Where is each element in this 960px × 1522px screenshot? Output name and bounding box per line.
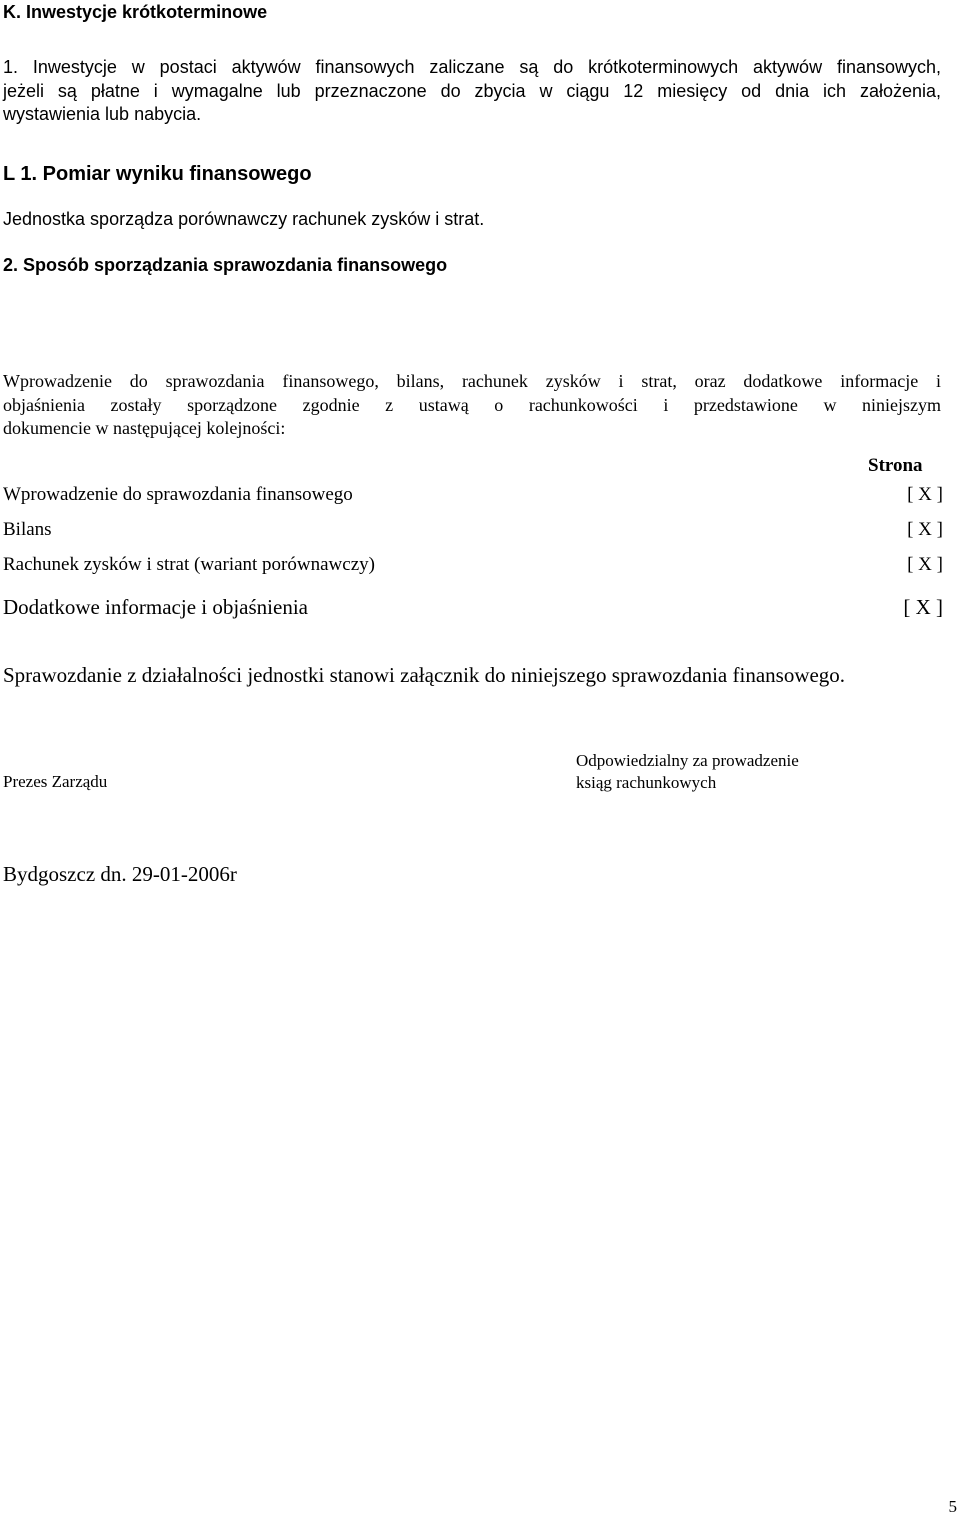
paragraph-line: wystawienia lub nabycia. <box>3 104 202 124</box>
paragraph-line: objaśnienia zostały sporządzone zgodnie z ustawą o rachunkowości i przedstawione w niniejszym <box>3 394 941 415</box>
toc-row-label: Dodatkowe informacje i objaśnienia <box>3 595 308 619</box>
toc-row-label: Bilans <box>3 519 52 540</box>
board-president-signature-label: Prezes Zarządu <box>3 772 108 791</box>
bookkeeper-signature-line: ksiąg rachunkowych <box>576 773 717 792</box>
bookkeeper-signature-label <box>576 750 876 794</box>
page-number: 5 <box>948 1497 957 1516</box>
toc-page-column-header: Strona <box>868 455 923 476</box>
activity-report-note: Sprawozdanie z działalności jednostki stanowi załącznik do niniejszego sprawozdania finansowego. <box>3 663 846 687</box>
toc-row-label: Rachunek zysków i strat (wariant porównawczy) <box>3 554 375 575</box>
preparation-method-heading: 2. Sposób sporządzania sprawozdania finansowego <box>3 255 448 275</box>
intro-paragraph <box>3 370 941 441</box>
paragraph-line: jeżeli są płatne i wymagalne lub przeznaczone do zbycia w ciągu 12 miesięcy od dnia ich założenia, <box>3 80 941 101</box>
bookkeeper-signature-line: Odpowiedzialny za prowadzenie <box>576 751 799 770</box>
section-k-heading: K. Inwestycje krótkoterminowe <box>3 2 268 22</box>
paragraph-line: dokumencie w następującej kolejności: <box>3 418 286 438</box>
toc-row <box>3 594 943 620</box>
section-l-heading: L 1. Pomiar wyniku finansowego <box>3 163 312 185</box>
paragraph-line: 1. Inwestycje w postaci aktywów finansowych zaliczane są do krótkoterminowych aktywów finansowych, <box>3 57 941 77</box>
paragraph-line: Wprowadzenie do sprawozdania finansowego, bilans, rachunek zysków i strat, oraz dodatkowe informacje i <box>3 371 941 391</box>
toc-row <box>3 553 943 579</box>
investment-definition-paragraph <box>3 56 941 127</box>
toc-row-label: Wprowadzenie do sprawozdania finansowego <box>3 484 353 505</box>
toc-row-page: [ X ] <box>907 484 943 505</box>
toc-row-page: [ X ] <box>903 595 943 619</box>
toc-row-page: [ X ] <box>907 554 943 575</box>
toc-row-page: [ X ] <box>907 519 943 540</box>
toc-row <box>3 518 943 544</box>
toc-row <box>3 483 943 509</box>
measurement-text: Jednostka sporządza porównawczy rachunek zysków i strat. <box>3 209 485 229</box>
place-and-date: Bydgoszcz dn. 29-01-2006r <box>3 862 237 886</box>
